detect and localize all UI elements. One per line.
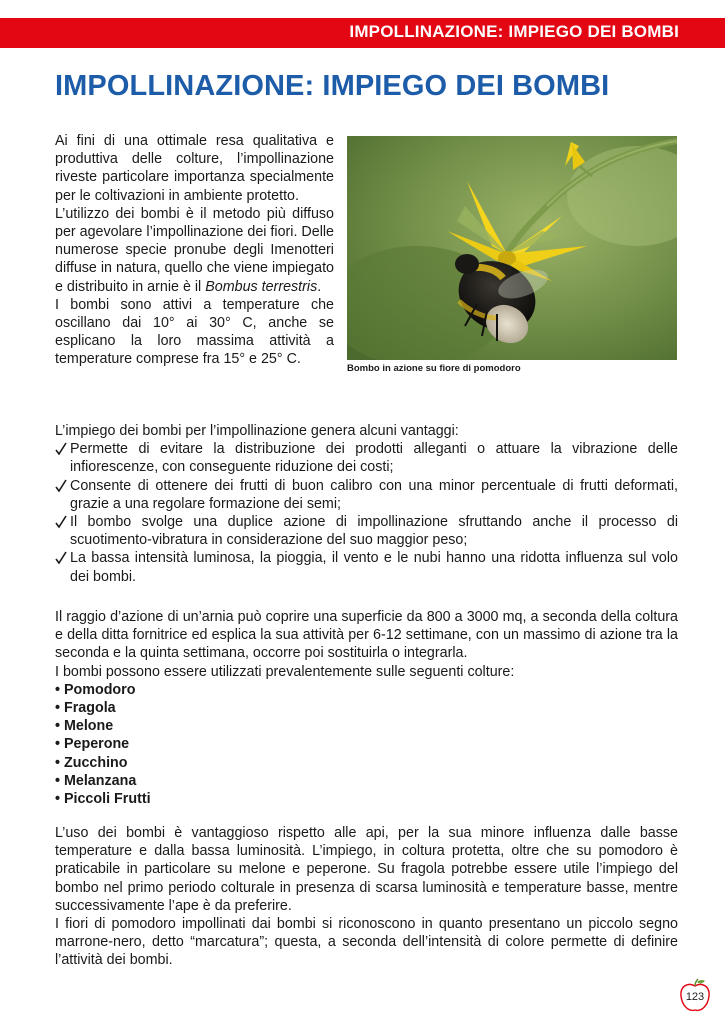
list-item: • Melanzana	[55, 772, 137, 789]
list-item: • Pomodoro	[55, 681, 136, 698]
list-item: • Piccoli Frutti	[55, 791, 151, 808]
header-bar	[0, 18, 725, 48]
bumblebee-photo	[347, 136, 677, 360]
advantages-list	[55, 440, 678, 586]
check-icon	[55, 477, 67, 494]
list-item: Consente di ottenere dei frutti di buon calibro con una minor percentuale di frutti deformati, grazie a una regolare formazione dei semi;	[55, 477, 678, 513]
closing-section	[55, 824, 678, 970]
list-item: Il bombo svolge una duplice azione di impollinazione sfruttando anche il processo di scuotimento-vibratura in considerazione del suo maggior peso;	[55, 513, 678, 549]
closing-paragraph-1: L’uso dei bombi è vantaggioso rispetto alle api, per la sua minore influenza dalle basse temperature e dalla bassa luminosità. L’impiego, in coltura protetta, oltre che su pomodoro è praticabile in particolare su melone e peperone. Su fragola potrebbe essere utile l’impiego del bombo nel primo periodo colturale in presenza di scarsa luminosità e temperature basse, mentre successivamente l’ape è da preferire.	[55, 825, 678, 914]
running-title: IMPOLLINAZIONE: IMPIEGO DEI BOMBI	[349, 22, 679, 41]
bumblebee-on-tomato-flower-illustration	[347, 136, 677, 360]
intro-paragraph-1: Ai fini di una ottimale resa qualitativa e produttiva delle colture, l’impollinazione riveste particolare importanza specialmente per le coltivazioni in ambiente protetto.	[55, 133, 334, 204]
crops-intro: I bombi possono essere utilizzati prevalentemente sulle seguenti colture:	[55, 663, 515, 680]
list-item: • Peperone	[55, 736, 130, 753]
list-item: • Melone	[55, 718, 114, 735]
closing-paragraph-2: I fiori di pomodoro impollinati dai bombi si riconoscono in quanto presentano un piccolo segno marrone-nero, detto “marcatura”; questa, a seconda dell’intensità di colore permette di definire l’attività dei bombi.	[55, 916, 678, 969]
check-icon	[55, 440, 67, 457]
list-item: Permette di evitare la distribuzione dei prodotti alleganti o attuare la vibrazione delle infiorescenze, con conseguente riduzione dei costi;	[55, 440, 678, 476]
list-item: La bassa intensità luminosa, la pioggia, il vento e le nubi hanno una ridotta influenza sul volo dei bombi.	[55, 549, 678, 585]
advantages-intro: L’impiego dei bombi per l’impollinazione genera alcuni vantaggi:	[55, 423, 459, 439]
page-number: 123	[685, 991, 705, 1003]
check-icon	[55, 513, 67, 530]
list-item: • Fragola	[55, 700, 116, 717]
list-item: • Zucchino	[55, 754, 128, 771]
species-name: Bombus terrestris	[205, 278, 318, 295]
page-title: IMPOLLINAZIONE: IMPIEGO DEI BOMBI	[55, 70, 610, 102]
advantages-section	[55, 422, 678, 586]
check-icon	[55, 549, 67, 566]
range-and-crops-section	[55, 608, 678, 808]
page-number-badge	[677, 978, 713, 1014]
intro-paragraph-2: L’utilizzo dei bombi è il metodo più diffuso per agevolare l’impollinazione dei fiori. Delle numerose specie pronube degli Imenotteri diffuse in natura, quello che viene impiegato e distribuito in arnie è il Bombus terrestris.	[55, 205, 334, 295]
intro-text	[55, 132, 334, 369]
crops-list	[55, 681, 678, 808]
range-paragraph: Il raggio d’azione di un’arnia può coprire una superficie da 800 a 3000 mq, a seconda della coltura e della ditta fornitrice ed esplica la sua attività per 6-12 settimane, con un massimo di azione tra la seconda e la quinta settimana, occorre poi sostituirla o integrarla.	[55, 609, 678, 662]
intro-paragraph-3: I bombi sono attivi a temperature che oscillano dai 10° ai 30° C, anche se esplicano la loro massima attività a temperature comprese fra 15° e 25° C.	[55, 296, 334, 368]
photo-caption: Bombo in azione su fiore di pomodoro	[347, 363, 521, 374]
